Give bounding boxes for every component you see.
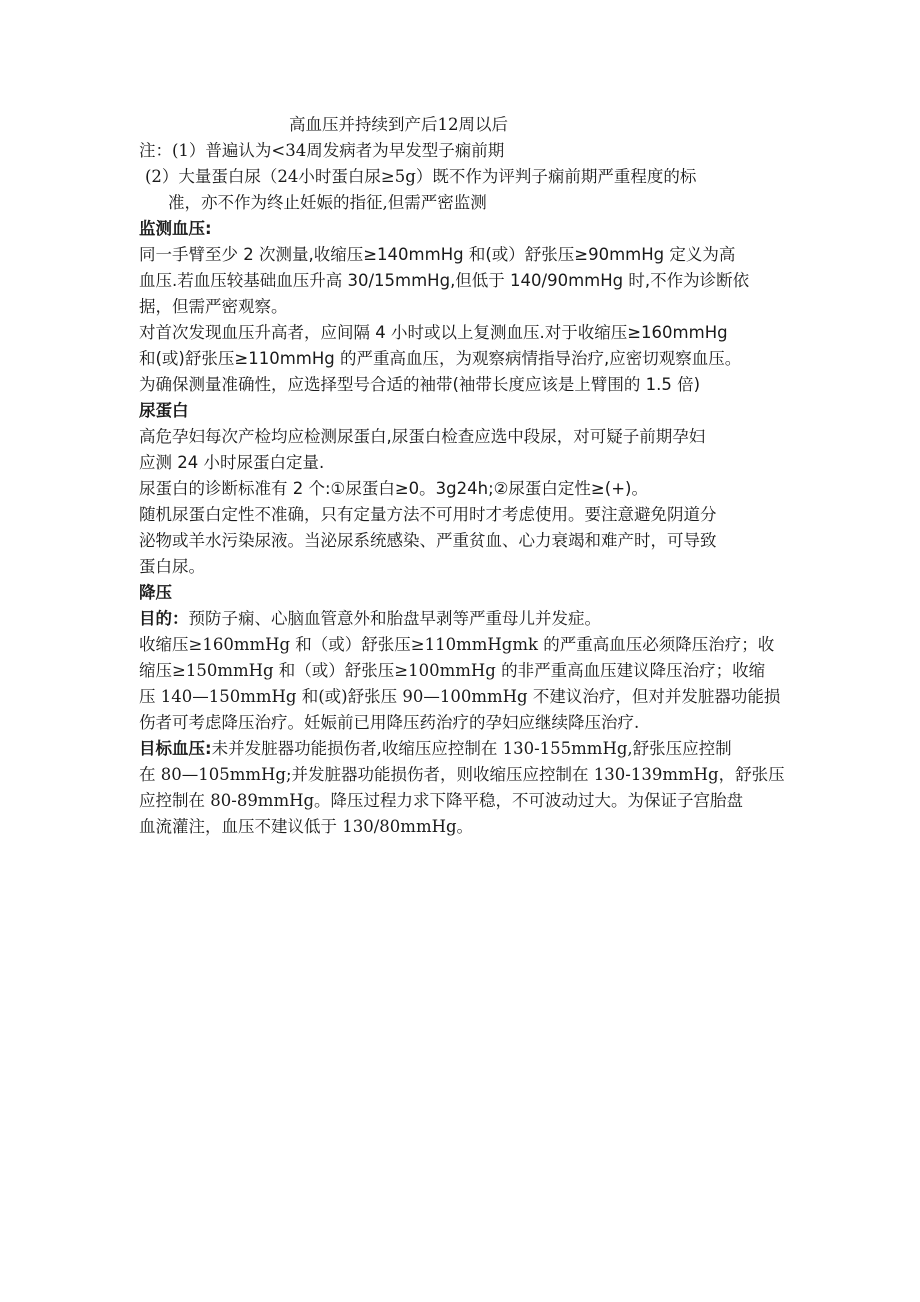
target-text-1: 未并发脏器功能损伤者,收缩压应控制在 130-155mmHg,舒张压应控制 <box>211 739 732 758</box>
monitor-paragraph-1-line-2: 血压.若血压较基础血压升高 30/15mmHg,但低于 140/90mmHg 时,不作为诊断依 <box>139 271 750 290</box>
monitor-paragraph-1-line-3: 据，但需严密观察。 <box>139 297 288 316</box>
heading-lower-blood-pressure: 降压 <box>139 583 172 602</box>
purpose-label: 目的： <box>139 609 189 628</box>
target-line-4: 血流灌注，血压不建议低于 130/80mmHg。 <box>139 817 474 836</box>
purpose-text: 预防子痫、心脑血管意外和胎盘早剥等严重母儿并发症。 <box>188 609 601 628</box>
lower-paragraph-1-line-2: 缩压≥150mmHg 和（或）舒张压≥100mmHg 的非严重高血压建议降压治疗；收缩 <box>139 661 766 680</box>
protein-paragraph-1-line-1: 高危孕妇每次产检均应检测尿蛋白,尿蛋白检查应选中段尿，对可疑子前期孕妇 <box>139 427 706 446</box>
protein-paragraph-1-line-2: 应测 24 小时尿蛋白定量. <box>139 453 325 472</box>
protein-paragraph-3-line-1: 随机尿蛋白定性不准确，只有定量方法不可用时才考虑使用。要注意避免阴道分 <box>139 505 717 524</box>
heading-monitor-blood-pressure: 监测血压: <box>139 219 212 238</box>
note-2-line-1: (2）大量蛋白尿（24小时蛋白尿≥5g）既不作为评判子痫前期严重程度的标 <box>145 167 697 186</box>
monitor-paragraph-2-line-1: 对首次发现血压升高者，应间隔 4 小时或以上复测血压.对于收缩压≥160mmHg <box>139 323 728 342</box>
protein-paragraph-2-line-1: 尿蛋白的诊断标准有 2 个:①尿蛋白≥0。3g24h;②尿蛋白定性≥(+)。 <box>139 479 648 498</box>
monitor-paragraph-2-line-2: 和(或)舒张压≥110mmHg 的严重高血压，为观察病情指导治疗,应密切观察血压。 <box>139 349 742 368</box>
monitor-paragraph-3-line-1: 为确保测量准确性，应选择型号合适的袖带(袖带长度应该是上臂围的 1.5 倍) <box>139 375 701 394</box>
target-line-1 <box>139 736 784 762</box>
monitor-paragraph-1-line-1: 同一手臂至少 2 次测量,收缩压≥140mmHg 和(或）舒张压≥90mmHg 定义为高 <box>139 245 736 264</box>
lower-paragraph-1-line-3: 压 140—150mmHg 和(或)舒张压 90—100mmHg 不建议治疗，但对并发脏器功能损 <box>139 687 781 706</box>
note-2-line-2: 准，亦不作为终止妊娠的指征,但需严密监测 <box>168 193 487 212</box>
lower-paragraph-1-line-4: 伤者可考虑降压治疗。妊娠前已用降压药治疗的孕妇应继续降压治疗. <box>139 713 640 732</box>
lower-paragraph-1-line-1: 收缩压≥160mmHg 和（或）舒张压≥110mmHgmk 的严重高血压必须降压治疗；收 <box>139 635 775 654</box>
target-label: 目标血压: <box>139 739 212 758</box>
purpose-line <box>139 606 784 632</box>
target-line-2: 在 80—105mmHg;并发脏器功能损伤者，则收缩压应控制在 130-139mmHg，舒张压 <box>139 765 785 784</box>
target-line-3: 应控制在 80-89mmHg。降压过程力求下降平稳，不可波动过大。为保证子宫胎盘 <box>139 791 744 810</box>
protein-paragraph-3-line-2: 泌物或羊水污染尿液。当泌尿系统感染、严重贫血、心力衰竭和难产时，可导致 <box>139 531 717 550</box>
document-body <box>139 112 784 840</box>
continued-text-line: 高血压并持续到产后12周以后 <box>289 115 508 134</box>
note-1: 注：(1）普遍认为<34周发病者为早发型子痫前期 <box>139 141 505 160</box>
protein-paragraph-3-line-3: 蛋白尿。 <box>139 557 205 576</box>
heading-urine-protein: 尿蛋白 <box>139 401 189 420</box>
